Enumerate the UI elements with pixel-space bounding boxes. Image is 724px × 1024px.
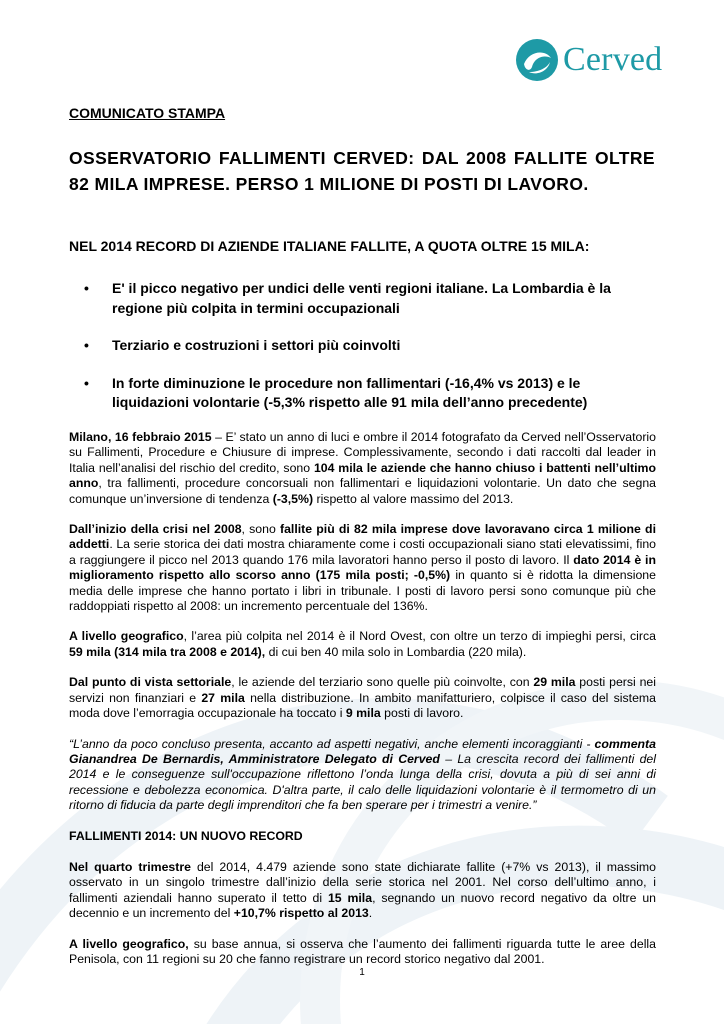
text-run: , tra fallimenti, procedure concorsuali non fallimentari e liquidazioni volontarie. Un dato che segna comunque un’inversione di tendenza bbox=[69, 476, 656, 506]
headline: OSSERVATORIO FALLIMENTI CERVED: DAL 2008 FALLITE OLTRE 82 MILA IMPRESE. PERSO 1 MILIONE DI POSTI DI LAVORO. bbox=[69, 148, 655, 194]
bullet-icon: • bbox=[84, 337, 89, 353]
key-point-text: In forte diminuzione le procedure non fallimentari (-16,4% vs 2013) e le liquidazioni volontarie (-5,3% rispetto alle 91 mila dell’anno precedente) bbox=[112, 374, 588, 410]
key-point bbox=[84, 279, 656, 318]
text-run: . bbox=[368, 906, 373, 921]
bullet-icon: • bbox=[84, 280, 89, 296]
body-paragraph bbox=[69, 860, 656, 922]
text-run: – La crescita record dei fallimenti del 2014 e le conseguenze sull'occupazione riflettono l’onda lunga della crisi, dovuta a più di sei anni di recessione e debolezza economica. D'altra parte, il calo delle liquidazioni volontarie è il termometro di un ritorno di fiducia da parte degli imprenditori che fa ben sperare per i trimestri a venire.” bbox=[69, 751, 656, 813]
press-release-label: COMUNICATO STAMPA bbox=[69, 105, 226, 121]
ceo-quote bbox=[69, 737, 656, 814]
article-body bbox=[69, 430, 656, 982]
text-run: , sono bbox=[241, 522, 280, 537]
body-paragraph bbox=[69, 629, 656, 660]
bold-text-run: 104 mila le aziende che hanno chiuso i battenti nell’ultimo anno bbox=[69, 460, 656, 491]
bold-text-run: fallite più di 82 mila imprese dove lavoravano circa 1 milione di addetti bbox=[69, 522, 656, 552]
text-run: nella distribuzione. In ambito manifatturiero, colpisce il caso del sistema moda dove l’emorragia occupazionale ha toccato i bbox=[69, 690, 656, 721]
text-run: . La serie storica dei dati mostra chiaramente come i costi occupazionali siano stati elevatissimi, fino a raggiungere il picco nel 2013 quando 176 mila lavoratori hanno perso il posto di lavoro. Il bbox=[69, 537, 656, 567]
key-point-text: Terziario e costruzioni i settori più coinvolti bbox=[112, 337, 401, 353]
bold-text-run: 15 mila bbox=[327, 890, 373, 905]
bold-text-run: (-3,5%) bbox=[272, 491, 314, 506]
body-paragraph bbox=[69, 522, 656, 614]
text-run: , segnando un nuovo record negativo da oltre un decennio e un incremento del bbox=[69, 890, 656, 921]
key-point-text: E' il picco negativo per undici delle venti regioni italiane. La Lombardia è la regione più colpita in termini occupazionali bbox=[112, 280, 611, 316]
key-point bbox=[84, 374, 656, 413]
text-run: del 2014, 4.479 aziende sono state dichiarate fallite (+7% vs 2013), il massimo osservato in un singolo trimestre dall’inizio della serie storica nel 2001. Nel corso dell’ultimo anno, i fallimenti aziendali hanno superato il tetto di bbox=[69, 859, 656, 905]
bold-text-run: 59 mila (314 mila tra 2008 e 2014), bbox=[69, 644, 266, 659]
page-number: 1 bbox=[359, 967, 365, 978]
text-run: , le aziende del terziario sono quelle più coinvolte, con bbox=[231, 675, 534, 690]
bold-text-run: A livello geografico bbox=[69, 629, 184, 644]
bold-text-run: dato 2014 è in miglioramento rispetto allo scorso anno (175 mila posti; -0,5%) bbox=[69, 552, 656, 583]
subheadline: NEL 2014 RECORD DI AZIENDE ITALIANE FALLITE, A QUOTA OLTRE 15 MILA: bbox=[69, 238, 590, 254]
bullet-icon: • bbox=[84, 374, 89, 391]
bold-text-run: 9 mila bbox=[345, 706, 381, 721]
cerved-logo-icon bbox=[515, 38, 559, 82]
cerved-logo-text: Cerved bbox=[563, 41, 663, 78]
bold-text-run: A livello geografico, bbox=[69, 936, 189, 951]
bold-text-run: Nel quarto trimestre bbox=[69, 859, 191, 874]
key-points-list bbox=[84, 279, 656, 431]
text-run: posti persi nei servizi non finanziari e bbox=[69, 675, 657, 705]
bold-text-run: Dall’inizio della crisi nel 2008 bbox=[69, 522, 242, 537]
text-run: – E’ stato un anno di luci e ombre il 2014 fotografato da Cerved nell’Osservatorio su Fallimenti, Procedure e Chiusure di imprese. Complessivamente, secondo i dati raccolti dal leader in Italia nell’analisi del rischio del credito, sono bbox=[69, 430, 656, 475]
bold-text-run: 27 mila bbox=[201, 690, 245, 705]
bold-text-run: 29 mila bbox=[533, 675, 576, 690]
bold-text-run: Dal punto di vista settoriale bbox=[69, 675, 232, 690]
text-run: in quanto si è ridotta la dimensione media delle imprese che hanno portato i libri in tribunale. I posti di lavoro persi sono comunque più che raddoppiati rispetto al 2008: un incremento percentuale del 136%. bbox=[69, 568, 656, 614]
bold-text-run: +10,7% rispetto al 2013 bbox=[233, 906, 369, 921]
bold-text-run: Milano, 16 febbraio 2015 bbox=[69, 430, 212, 444]
text-run: su base annua, si osserva che l’aumento dei fallimenti riguarda tutte le aree della Penisola, con 11 regioni su 20 che fanno registrare un record storico negativo dal 2001. bbox=[69, 936, 656, 966]
text-run: “L’anno da poco concluso presenta, accanto ad aspetti negativi, anche elementi incoraggianti - bbox=[69, 736, 595, 751]
body-paragraph bbox=[69, 430, 656, 507]
body-paragraph bbox=[69, 675, 656, 721]
text-run: , l’area più colpita nel 2014 è il Nord Ovest, con oltre un terzo di impieghi persi, circa bbox=[183, 629, 656, 644]
section-title: FALLIMENTI 2014: UN NUOVO RECORD bbox=[69, 828, 303, 843]
text-run: rispetto al valore massimo del 2013. bbox=[313, 491, 514, 506]
body-paragraph bbox=[69, 937, 656, 968]
text-run: di cui ben 40 mila solo in Lombardia (220 mila). bbox=[265, 644, 527, 659]
bold-text-run: commenta Gianandrea De Bernardis, Amministratore Delegato di Cerved bbox=[69, 736, 656, 766]
key-point bbox=[84, 336, 656, 356]
cerved-logo bbox=[515, 37, 662, 83]
text-run: posti di lavoro. bbox=[380, 706, 464, 721]
